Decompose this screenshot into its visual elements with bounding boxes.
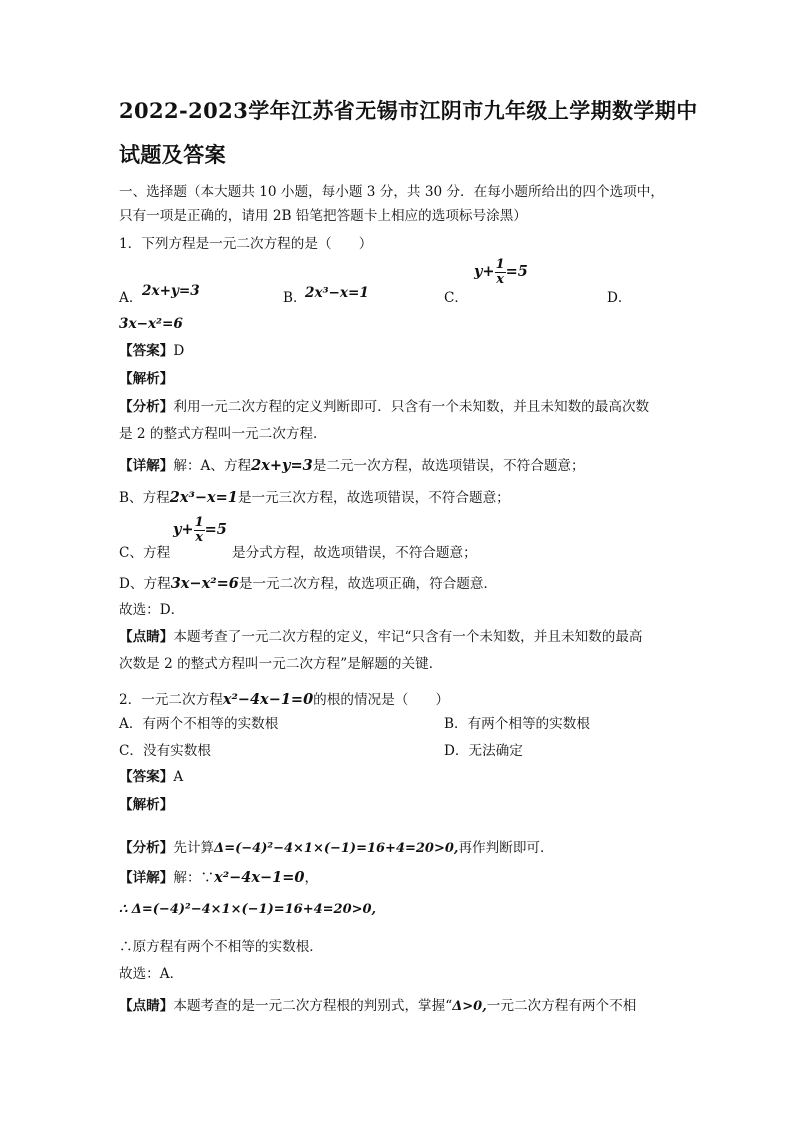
q2-detail-comma: ，	[304, 870, 319, 886]
q1-dianjing-line1	[119, 627, 643, 647]
q2-analysis-tag: 【解析】	[119, 797, 174, 813]
q1-option-c-right: =5	[505, 263, 528, 280]
q1-option-d-label: D．	[607, 290, 632, 306]
q1-detail-c-right: =5	[204, 521, 227, 538]
q2-stem-prefix: 2．一元二次方程	[119, 692, 223, 708]
q1-option-c-denominator: x	[496, 272, 504, 287]
q2-answer-value: A	[173, 769, 184, 785]
q2-therefore-math: ∴ Δ=(−4)²−4×1×(−1)=16+4=20>0,	[119, 902, 377, 917]
q1-detail-d-prefix: D、方程	[119, 576, 171, 592]
q1-detail-b-suffix: 是一元三次方程，故选项错误，不符合题意；	[237, 490, 510, 506]
q1-option-c-math	[474, 258, 528, 287]
q1-analysis-tag: 【解析】	[119, 371, 174, 387]
q2-fenxi	[119, 838, 554, 859]
q1-detail-b-math: 2x³−x=1	[169, 489, 238, 506]
q1-detail-b-prefix: B、方程	[119, 490, 170, 506]
q2-fenxi-suffix: 再作判断即可．	[458, 840, 554, 856]
q2-answer-tag: 【答案】	[119, 769, 174, 785]
q1-detail-c-math	[173, 516, 227, 545]
q1-option-d-math: 3x−x²=6	[119, 316, 183, 332]
q1-detail-tag: 【详解】	[119, 458, 174, 474]
q1-option-c-fraction	[495, 258, 506, 287]
q1-option-b-label: B．	[283, 290, 307, 306]
q2-dianjing-tag: 【点睛】	[119, 998, 174, 1014]
q1-detail-c-numerator: 1	[194, 515, 204, 530]
q2-dianjing	[119, 996, 636, 1017]
q1-detail-c-left: y+	[173, 521, 194, 538]
q1-detail-a-math: 2x+y=3	[251, 457, 313, 474]
q1-option-a-math: 2x+y=3	[142, 283, 200, 299]
section-header-line1: 一、选择题（本大题共 10 小题，每小题 3 分，共 30 分．在每小题所给出的四个选项中，	[119, 184, 664, 200]
q1-detail-d-suffix: 是一元二次方程，故选项正确，符合题意．	[238, 576, 498, 592]
q2-answer	[119, 767, 183, 787]
q1-detail-b	[119, 488, 510, 508]
q1-detail-a-prefix: 解：A、方程	[173, 458, 252, 474]
q1-choose: 故选：D．	[119, 602, 185, 618]
q2-option-d: D．无法确定	[444, 743, 523, 759]
q2-option-c: C．没有实数根	[119, 743, 211, 759]
q2-option-b: B．有两个相等的实数根	[444, 716, 590, 732]
section-header-line2: 只有一项是正确的，请用 2B 铅笔把答题卡上相应的选项标号涂黑）	[119, 208, 527, 224]
q1-detail-c-prefix: C、方程	[119, 545, 171, 561]
q1-detail-a	[119, 456, 585, 476]
q2-stem-suffix: 的根的情况是（ ）	[313, 692, 450, 708]
q1-answer-tag: 【答案】	[119, 343, 174, 359]
document-title-line1: 2022-2023学年江苏省无锡市江阴市九年级上学期数学期中	[119, 98, 698, 123]
q1-dianjing-line2: 次数是 2 的整式方程叫一元二次方程”是解题的关键．	[119, 656, 443, 672]
q2-stem-math: x²−4x−1=0	[222, 691, 314, 708]
q2-dianjing-math: Δ>0,	[452, 999, 487, 1014]
document-title-line2: 试题及答案	[119, 142, 226, 167]
q2-detail	[119, 868, 318, 888]
q2-option-a: A．有两个不相等的实数根	[119, 716, 279, 732]
q1-fenxi-line2: 是 2 的整式方程叫一元二次方程．	[119, 426, 327, 442]
q1-option-c-left: y+	[474, 263, 495, 280]
q1-detail-c-suffix: 是分式方程，故选项错误，不符合题意；	[232, 545, 477, 561]
q1-stem: 1．下列方程是一元二次方程的是（ ）	[119, 236, 373, 252]
q1-detail-d	[119, 574, 497, 594]
q1-option-c-numerator: 1	[495, 257, 505, 272]
q2-dianjing-prefix: 本题考查的是一元二次方程根的判别式，掌握“	[173, 998, 453, 1014]
q1-detail-d-math: 3x−x²=6	[170, 575, 239, 592]
q2-conclusion: ∴原方程有两个不相等的实数根．	[119, 939, 323, 955]
q1-answer-value: D	[173, 343, 185, 359]
q1-option-c-label: C．	[444, 290, 468, 306]
q2-fenxi-tag: 【分析】	[119, 840, 174, 856]
q2-dianjing-suffix: 一元二次方程有两个不相	[486, 998, 637, 1014]
q1-fenxi-tag: 【分析】	[119, 399, 174, 415]
q1-detail-a-suffix: 是二元一次方程，故选项错误，不符合题意；	[312, 458, 585, 474]
q1-detail-c-denominator: x	[195, 530, 203, 545]
q2-detail-math: x²−4x−1=0	[214, 869, 305, 886]
q1-option-b-math: 2x³−x=1	[305, 285, 369, 301]
q2-fenxi-prefix: 先计算	[173, 840, 215, 856]
q2-fenxi-math: Δ=(−4)²−4×1×(−1)=16+4=20>0,	[214, 841, 459, 856]
q1-answer	[119, 341, 184, 361]
q2-detail-prefix: 解：∵	[173, 870, 215, 886]
q1-fenxi-line1	[119, 397, 649, 417]
q1-option-a-label: A．	[119, 290, 143, 306]
q1-dianjing-tag: 【点睛】	[119, 629, 174, 645]
q1-dianjing-text1: 本题考查了一元二次方程的定义，牢记“只含有一个未知数，并且未知数的最高	[173, 629, 643, 645]
q2-stem	[119, 690, 449, 710]
q1-detail-c-fraction	[194, 516, 205, 545]
q2-detail-tag: 【详解】	[119, 870, 174, 886]
q2-choose: 故选：A．	[119, 966, 184, 982]
q1-fenxi-text1: 利用一元二次方程的定义判断即可．只含有一个未知数，并且未知数的最高次数	[173, 399, 650, 415]
